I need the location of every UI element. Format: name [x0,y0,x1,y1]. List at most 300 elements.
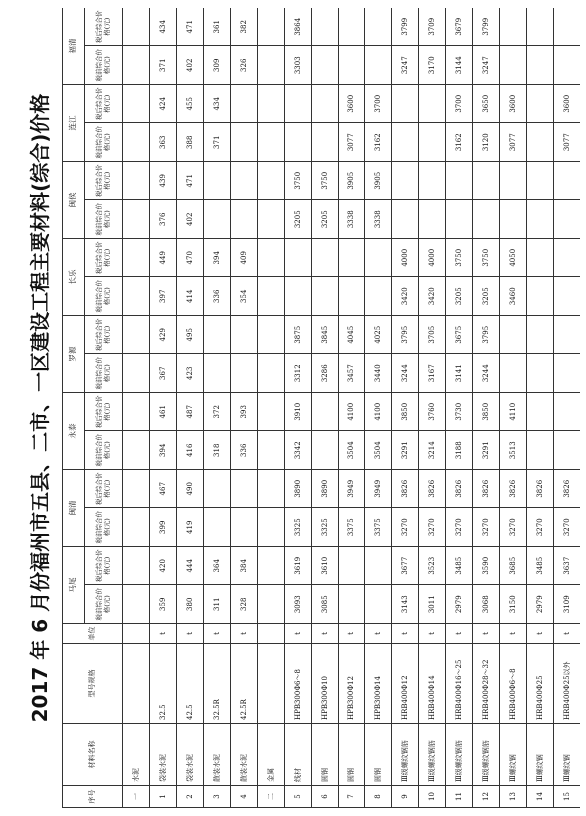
post-tax-price [123,316,150,355]
pre-tax-price: 414 [176,277,203,316]
post-tax-price [230,316,257,355]
table-row [284,8,311,808]
pre-tax-price: 3144 [446,46,473,85]
pre-tax-price [554,46,581,85]
pre-tax-price [257,585,284,624]
post-tax-price: 4025 [365,316,392,355]
post-tax-price: 424 [149,85,176,124]
post-tax-price: 3750 [473,239,500,278]
region-header: 闽侯 [63,162,85,239]
table-row [176,8,203,808]
post-tax-price: 471 [176,8,203,46]
post-tax-price: 4100 [338,393,365,432]
post-tax-price: 3826 [500,470,527,509]
row-seq: 9 [392,786,419,808]
post-tax-price: 495 [176,316,203,355]
post-tax-price: 3905 [338,162,365,201]
post-tax-price: 455 [176,85,203,124]
header-pre-tax: 税前综合价格(元) [85,585,123,624]
row-seq: 12 [473,786,500,808]
post-tax-price [203,316,230,355]
pre-tax-price: 3338 [365,200,392,239]
post-tax-price: 3750 [311,162,338,201]
post-tax-price: 4100 [365,393,392,432]
pre-tax-price: 402 [176,200,203,239]
pre-tax-price: 388 [176,123,203,162]
post-tax-price [338,547,365,586]
post-tax-price: 449 [149,239,176,278]
post-tax-price [338,239,365,278]
pre-tax-price: 3205 [446,277,473,316]
post-tax-price [257,316,284,355]
post-tax-price: 4050 [500,239,527,278]
post-tax-price [230,85,257,124]
post-tax-price: 361 [203,8,230,46]
post-tax-price [230,162,257,201]
pre-tax-price [123,354,150,393]
row-seq: 二 [257,786,284,808]
pre-tax-price [203,200,230,239]
table-row [123,8,150,808]
pre-tax-price: 3504 [365,431,392,470]
row-seq: 4 [230,786,257,808]
post-tax-price [554,316,581,355]
row-seq: 6 [311,786,338,808]
pre-tax-price [527,123,554,162]
pre-tax-price [473,200,500,239]
post-tax-price [527,85,554,124]
post-tax-price: 3795 [473,316,500,355]
post-tax-price: 3795 [392,316,419,355]
pre-tax-price: 3143 [392,585,419,624]
pre-tax-price: 2979 [446,585,473,624]
post-tax-price [365,547,392,586]
post-tax-price [257,470,284,509]
header-pre-tax: 税前综合价格(元) [85,46,123,85]
post-tax-price: 3799 [473,8,500,46]
header-post-tax: 税后综合价格(元) [85,470,123,509]
row-seq: 10 [419,786,446,808]
pre-tax-price [257,508,284,547]
pre-tax-price: 3270 [554,508,581,547]
pre-tax-price: 3162 [365,123,392,162]
post-tax-price: 382 [230,8,257,46]
pre-tax-price: 3244 [473,354,500,393]
pre-tax-price: 328 [230,585,257,624]
pre-tax-price: 3244 [392,354,419,393]
price-table-frame [62,8,580,808]
post-tax-price: 3949 [338,470,365,509]
post-tax-price [392,162,419,201]
header-pre-tax: 税前综合价格(元) [85,277,123,316]
pre-tax-price: 3325 [311,508,338,547]
pre-tax-price [419,200,446,239]
pre-tax-price: 3077 [338,123,365,162]
pre-tax-price: 3205 [473,277,500,316]
post-tax-price [203,470,230,509]
row-seq: 11 [446,786,473,808]
pre-tax-price [554,277,581,316]
material-name: 散装水泥 [230,724,257,786]
row-seq: 15 [554,786,581,808]
header-pre-tax: 税前综合价格(元) [85,200,123,239]
post-tax-price [311,393,338,432]
spec-model: HPB300Φ6～8 [284,644,311,724]
pre-tax-price: 3011 [419,585,446,624]
header-spec: 型号规格 [63,644,123,724]
pre-tax-price: 3093 [284,585,311,624]
post-tax-price: 3890 [284,470,311,509]
pre-tax-price [446,200,473,239]
pre-tax-price: 419 [176,508,203,547]
pre-tax-price: 3188 [446,431,473,470]
post-tax-price [284,239,311,278]
post-tax-price: 409 [230,239,257,278]
post-tax-price: 3910 [284,393,311,432]
pre-tax-price [257,277,284,316]
region-header: 马尾 [63,547,85,624]
pre-tax-price: 3325 [284,508,311,547]
table-row [446,8,473,808]
material-name: Ⅲ级螺纹钢筋 [419,724,446,786]
post-tax-price: 490 [176,470,203,509]
pre-tax-price: 3270 [527,508,554,547]
post-tax-price: 3700 [446,85,473,124]
post-tax-price [257,239,284,278]
pre-tax-price: 359 [149,585,176,624]
spec-model: HPB300Φ14 [365,644,392,724]
post-tax-price: 3730 [446,393,473,432]
pre-tax-price [527,200,554,239]
pre-tax-price: 3513 [500,431,527,470]
unit: t [338,624,365,644]
pre-tax-price [500,46,527,85]
pre-tax-price [123,277,150,316]
pre-tax-price [230,508,257,547]
pre-tax-price: 371 [203,123,230,162]
pre-tax-price [257,123,284,162]
pre-tax-price [284,277,311,316]
spec-model [123,644,150,724]
pre-tax-price: 423 [176,354,203,393]
unit: t [284,624,311,644]
pre-tax-price: 336 [203,277,230,316]
post-tax-price [311,85,338,124]
pre-tax-price: 3270 [419,508,446,547]
pre-tax-price [527,354,554,393]
price-table [62,8,580,808]
material-name: 圆钢 [311,724,338,786]
spec-model: HPB300Φ12 [338,644,365,724]
unit: t [446,624,473,644]
pre-tax-price: 3286 [311,354,338,393]
post-tax-price [500,162,527,201]
pre-tax-price: 311 [203,585,230,624]
pre-tax-price: 3504 [338,431,365,470]
pre-tax-price [338,277,365,316]
pre-tax-price [311,277,338,316]
post-tax-price [527,393,554,432]
pre-tax-price [338,46,365,85]
material-name: 圆钢 [338,724,365,786]
unit: t [311,624,338,644]
post-tax-price: 420 [149,547,176,586]
spec-model: 32.5 [149,644,176,724]
post-tax-price [123,547,150,586]
pre-tax-price [311,123,338,162]
material-name: 线材 [284,724,311,786]
post-tax-price [527,316,554,355]
post-tax-price: 461 [149,393,176,432]
post-tax-price: 3850 [392,393,419,432]
header-post-tax: 税后综合价格(元) [85,239,123,278]
header-pre-tax: 税前综合价格(元) [85,431,123,470]
unit: t [527,624,554,644]
pre-tax-price: 3068 [473,585,500,624]
post-tax-price: 3750 [284,162,311,201]
post-tax-price [419,162,446,201]
material-name: 圆钢 [365,724,392,786]
spec-model: HRB400Φ25 [527,644,554,724]
unit: t [230,624,257,644]
unit: t [554,624,581,644]
pre-tax-price: 3460 [500,277,527,316]
header-pre-tax: 税前综合价格(元) [85,508,123,547]
pre-tax-price [284,123,311,162]
post-tax-price: 3523 [419,547,446,586]
pre-tax-price: 3141 [446,354,473,393]
post-tax-price: 3905 [365,162,392,201]
post-tax-price: 3485 [527,547,554,586]
post-tax-price: 4000 [419,239,446,278]
material-name: 散装水泥 [203,724,230,786]
pre-tax-price: 3420 [392,277,419,316]
table-row [527,8,554,808]
pre-tax-price: 363 [149,123,176,162]
post-tax-price [554,162,581,201]
unit: t [149,624,176,644]
row-seq: 1 [149,786,176,808]
spec-model: HRB400Φ16～25 [446,644,473,724]
unit [257,624,284,644]
pre-tax-price: 394 [149,431,176,470]
post-tax-price: 3750 [446,239,473,278]
post-tax-price [500,8,527,46]
post-tax-price [123,470,150,509]
header-post-tax: 税后综合价格(元) [85,393,123,432]
post-tax-price [203,162,230,201]
unit: t [203,624,230,644]
pre-tax-price [123,508,150,547]
post-tax-price: 434 [149,8,176,46]
pre-tax-price [500,354,527,393]
unit [123,624,150,644]
table-row [149,8,176,808]
material-name: 袋装水泥 [149,724,176,786]
pre-tax-price: 3270 [392,508,419,547]
header-post-tax: 税后综合价格(元) [85,547,123,586]
post-tax-price [257,162,284,201]
pre-tax-price [500,200,527,239]
post-tax-price: 3600 [500,85,527,124]
pre-tax-price: 3440 [365,354,392,393]
pre-tax-price: 3342 [284,431,311,470]
post-tax-price [527,8,554,46]
pre-tax-price: 367 [149,354,176,393]
pre-tax-price: 3291 [392,431,419,470]
pre-tax-price: 354 [230,277,257,316]
rotated-table-container [62,8,580,808]
post-tax-price [365,8,392,46]
pre-tax-price [203,354,230,393]
post-tax-price [473,162,500,201]
pre-tax-price [392,123,419,162]
post-tax-price: 3675 [446,316,473,355]
pre-tax-price: 3420 [419,277,446,316]
post-tax-price: 4110 [500,393,527,432]
spec-model: 32.5R [203,644,230,724]
post-tax-price: 471 [176,162,203,201]
pre-tax-price: 3457 [338,354,365,393]
material-name: Ⅲ级螺纹钢筋 [473,724,500,786]
unit: t [365,624,392,644]
post-tax-price: 3685 [500,547,527,586]
post-tax-price: 3875 [284,316,311,355]
pre-tax-price: 3270 [500,508,527,547]
pre-tax-price: 3205 [284,200,311,239]
pre-tax-price: 371 [149,46,176,85]
material-name: 水泥 [123,724,150,786]
page-title: 2017 年 6 月份福州市五县、二市、一区建设工程主要材料(综合)价格 [28,93,52,723]
post-tax-price: 3949 [365,470,392,509]
pre-tax-price [527,431,554,470]
post-tax-price: 3485 [446,547,473,586]
material-name: Ⅲ螺纹钢 [554,724,581,786]
pre-tax-price: 3085 [311,585,338,624]
pre-tax-price [311,431,338,470]
row-seq: 7 [338,786,365,808]
header-pre-tax: 税前综合价格(元) [85,123,123,162]
post-tax-price: 3845 [311,316,338,355]
post-tax-price [527,162,554,201]
pre-tax-price: 3303 [284,46,311,85]
region-header: 长乐 [63,239,85,316]
pre-tax-price: 3077 [554,123,581,162]
post-tax-price [392,85,419,124]
unit: t [392,624,419,644]
pre-tax-price: 3375 [338,508,365,547]
row-seq: 8 [365,786,392,808]
post-tax-price: 3600 [554,85,581,124]
pre-tax-price [257,200,284,239]
table-row [554,8,581,808]
pre-tax-price: 376 [149,200,176,239]
post-tax-price [554,393,581,432]
row-seq: 2 [176,786,203,808]
material-name: 金属 [257,724,284,786]
pre-tax-price [554,431,581,470]
pre-tax-price: 336 [230,431,257,470]
post-tax-price: 372 [203,393,230,432]
pre-tax-price: 3162 [446,123,473,162]
table-row [203,8,230,808]
post-tax-price: 467 [149,470,176,509]
pre-tax-price [230,200,257,239]
pre-tax-price [365,46,392,85]
post-tax-price: 3610 [311,547,338,586]
pre-tax-price: 380 [176,585,203,624]
post-tax-price [257,85,284,124]
pre-tax-price [257,431,284,470]
spec-model: HRB400Φ28～32 [473,644,500,724]
post-tax-price [311,239,338,278]
pre-tax-price [392,200,419,239]
pre-tax-price: 3247 [392,46,419,85]
spec-model: 42.5R [230,644,257,724]
post-tax-price [446,162,473,201]
post-tax-price: 3709 [419,8,446,46]
post-tax-price: 3850 [473,393,500,432]
post-tax-price: 393 [230,393,257,432]
header-post-tax: 税后综合价格(元) [85,162,123,201]
pre-tax-price [123,123,150,162]
post-tax-price [284,85,311,124]
region-header: 罗源 [63,316,85,393]
pre-tax-price [230,354,257,393]
post-tax-price: 364 [203,547,230,586]
header-name: 材料名称 [63,724,123,786]
pre-tax-price: 309 [203,46,230,85]
post-tax-price: 3600 [338,85,365,124]
pre-tax-price [419,123,446,162]
material-name: Ⅲ级螺纹钢筋 [446,724,473,786]
spec-model: HRB400Φ6～8 [500,644,527,724]
post-tax-price [123,162,150,201]
post-tax-price [230,470,257,509]
pre-tax-price: 416 [176,431,203,470]
pre-tax-price [257,354,284,393]
region-header: 福清 [63,8,85,85]
table-row [257,8,284,808]
post-tax-price: 394 [203,239,230,278]
post-tax-price: 3826 [446,470,473,509]
post-tax-price: 3700 [365,85,392,124]
pre-tax-price [311,46,338,85]
post-tax-price: 3760 [419,393,446,432]
post-tax-price: 3799 [392,8,419,46]
table-row [365,8,392,808]
table-row [419,8,446,808]
pre-tax-price [203,508,230,547]
pre-tax-price [123,585,150,624]
post-tax-price [257,547,284,586]
pre-tax-price [230,123,257,162]
post-tax-price: 3890 [311,470,338,509]
table-row [500,8,527,808]
pre-tax-price: 3077 [500,123,527,162]
pre-tax-price [123,200,150,239]
post-tax-price: 4045 [338,316,365,355]
table-row [311,8,338,808]
post-tax-price: 3637 [554,547,581,586]
post-tax-price [365,239,392,278]
spec-model [257,644,284,724]
post-tax-price: 3679 [446,8,473,46]
spec-model: 42.5 [176,644,203,724]
post-tax-price: 429 [149,316,176,355]
post-tax-price: 4000 [392,239,419,278]
pre-tax-price: 397 [149,277,176,316]
